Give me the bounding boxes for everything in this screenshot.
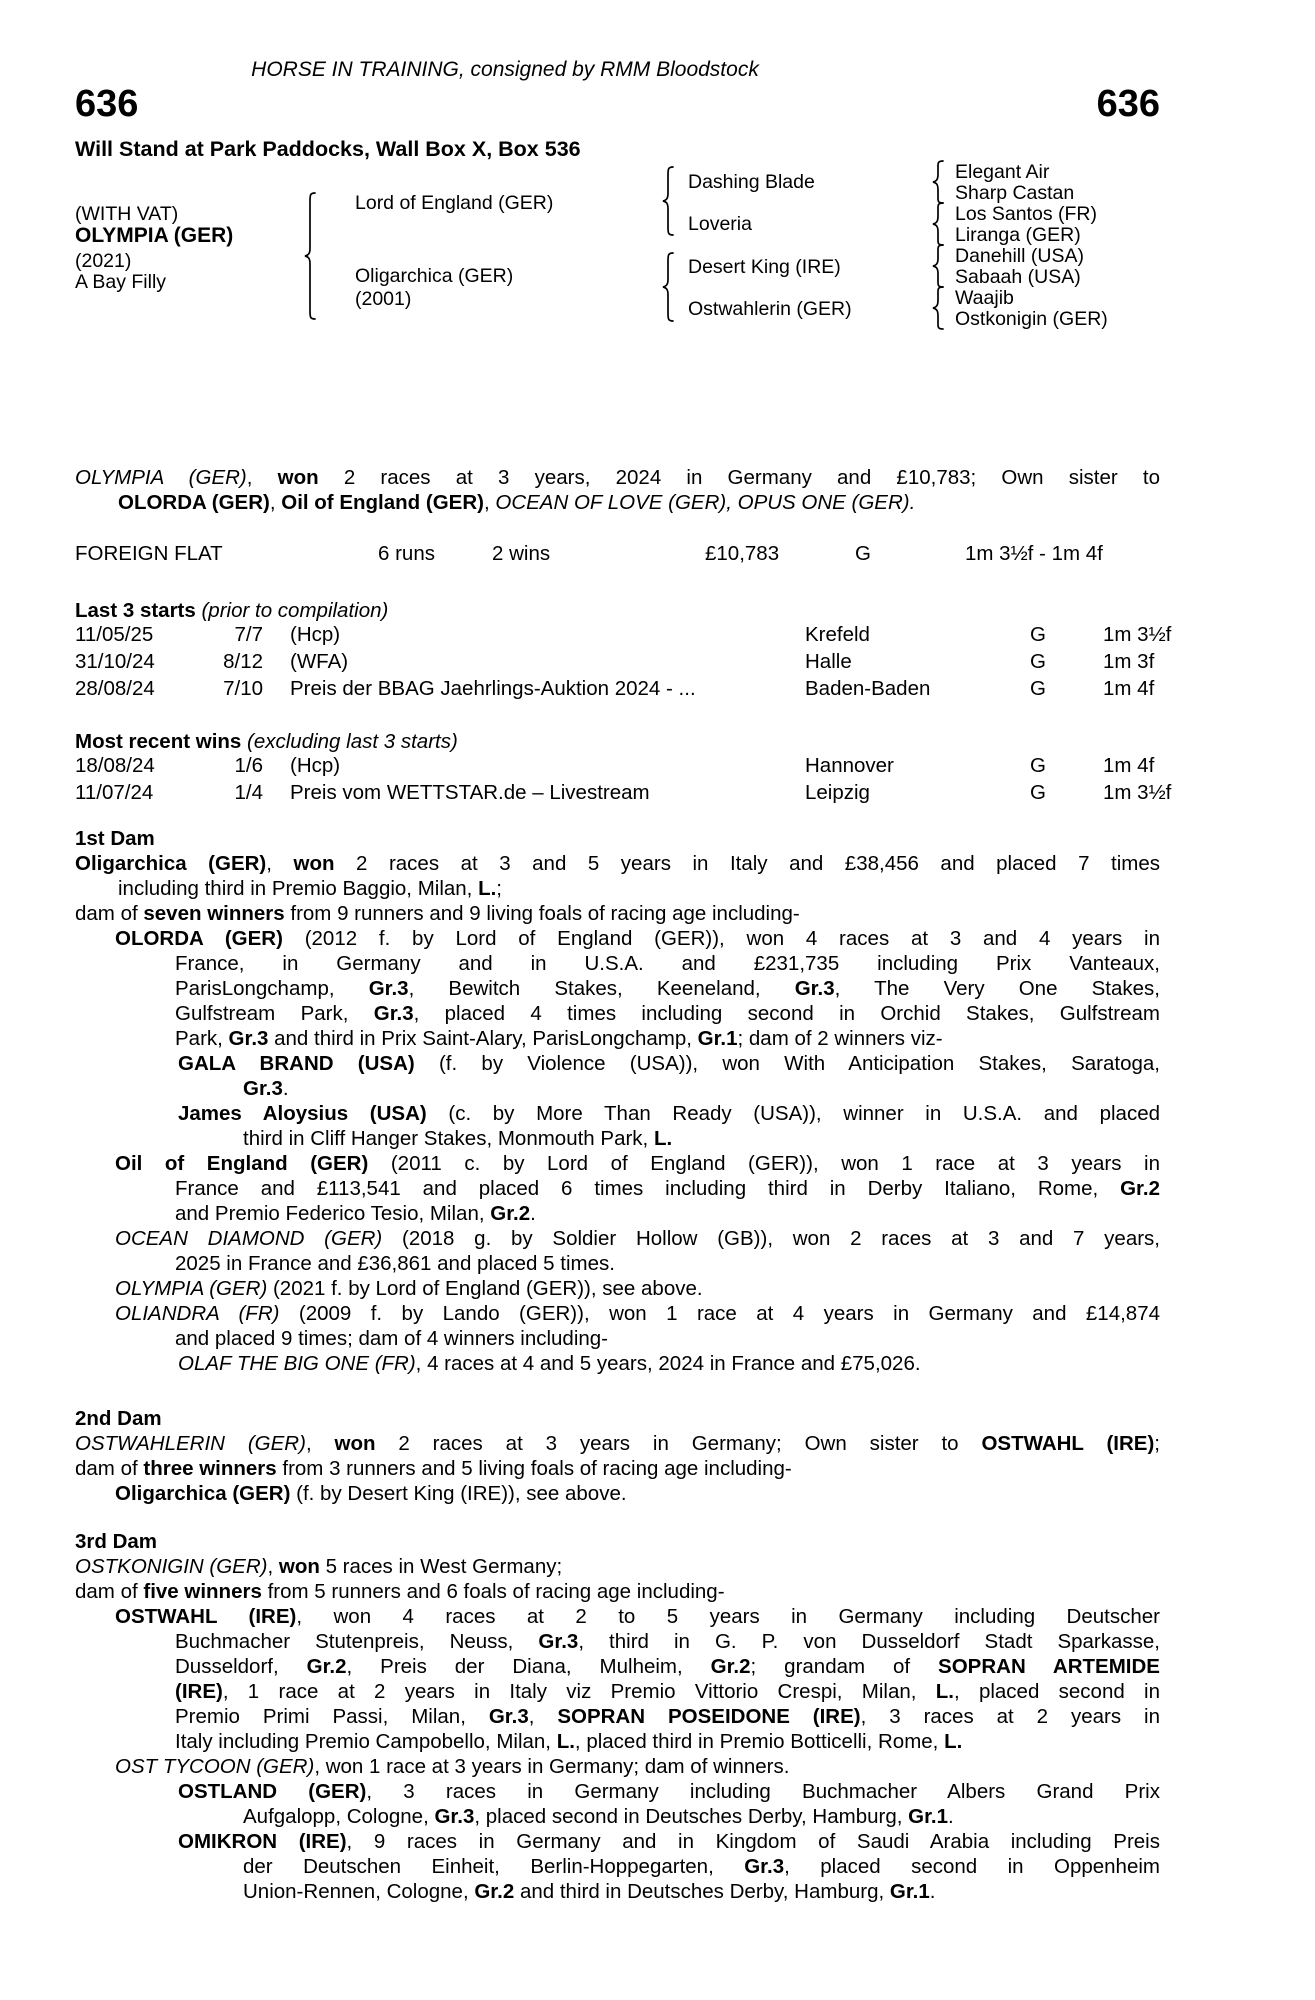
recent-wins-title: Most recent wins xyxy=(75,730,242,753)
text-segment: Premio Primi Passi, Milan, xyxy=(175,1705,489,1728)
great-grandparent-8: Ostkonigin (GER) xyxy=(955,308,1108,330)
text-segment: , xyxy=(267,1555,279,1578)
third-dam-paragraph xyxy=(75,1554,1160,1579)
text-line xyxy=(75,1679,1160,1704)
text-line xyxy=(75,1276,1160,1301)
record-wins: 2 wins xyxy=(492,542,551,565)
text-segment: Gr.2 xyxy=(474,1880,515,1903)
first-dam-paragraph xyxy=(75,851,1160,901)
text-segment: Gr.1 xyxy=(889,1880,930,1903)
produce-paragraph-ostwahl xyxy=(75,1604,1160,1754)
text-segment: , placed 4 times including second in Orchid Stakes, Gulfstream xyxy=(413,1002,1160,1025)
text-segment: , The Very One Stakes, xyxy=(834,977,1160,1000)
great-grandparent-1: Elegant Air xyxy=(955,161,1050,183)
text-line xyxy=(75,926,1160,951)
text-line xyxy=(75,1126,1160,1151)
text-segment: Dusseldorf, xyxy=(175,1655,307,1678)
grandsire-maternal: Desert King (IRE) xyxy=(688,256,841,278)
sire-name: Lord of England (GER) xyxy=(355,192,554,214)
record-distance-range: 1m 3½f - 1m 4f xyxy=(965,542,1103,565)
text-segment: OLYMPIA (GER) xyxy=(115,1277,268,1300)
text-segment: Gr.3 xyxy=(434,1805,475,1828)
text-segment: OSTLAND (GER) xyxy=(178,1780,367,1803)
race-distance: 1m 4f xyxy=(1103,677,1155,700)
dam-name: Oligarchica (GER) xyxy=(355,265,514,287)
text-segment: Gr.2 xyxy=(306,1655,347,1678)
text-segment: Gulfstream Park, xyxy=(175,1002,374,1025)
text-line xyxy=(75,1629,1160,1654)
text-segment: , Bewitch Stakes, Keeneland, xyxy=(408,977,795,1000)
pedigree-brace-level1 xyxy=(302,192,318,326)
text-line xyxy=(75,901,1160,926)
great-grandparent-3: Los Santos (FR) xyxy=(955,203,1097,225)
produce-paragraph-olorda xyxy=(75,926,1160,1051)
text-segment: Gr.3 xyxy=(368,977,409,1000)
text-segment: including third in Premio Baggio, Milan, xyxy=(118,877,479,900)
text-line xyxy=(75,1201,1160,1226)
race-going: G xyxy=(1030,677,1046,700)
text-segment: , 1 race at 2 years in Italy viz Premio Vittorio Crespi, Milan, xyxy=(222,1680,936,1703)
recent-wins-heading xyxy=(75,729,1160,754)
text-segment: , placed second in Deutsches Derby, Hamburg, xyxy=(474,1805,909,1828)
text-segment: Union-Rennen, Cologne, xyxy=(243,1880,475,1903)
race-name: Preis vom WETTSTAR.de – Livestream xyxy=(290,781,650,804)
text-segment: . xyxy=(929,1880,936,1903)
race-going: G xyxy=(1030,754,1046,777)
race-date: 11/07/24 xyxy=(75,781,154,804)
text-segment: dam of xyxy=(75,1457,144,1480)
text-segment: OLORDA (GER) xyxy=(118,491,270,514)
text-segment: won xyxy=(334,1432,376,1455)
text-segment: ; xyxy=(1154,1432,1160,1455)
text-segment: (2009 f. by Lando (GER)), won 1 race at 4 years in Germany and £14,874 xyxy=(279,1302,1160,1325)
text-segment: , 3 races in Germany including Buchmacher Albers Grand Prix xyxy=(366,1780,1160,1803)
last-start-row xyxy=(75,650,1160,677)
record-category: FOREIGN FLAT xyxy=(75,542,223,565)
dam-foal-year: (2001) xyxy=(355,288,412,310)
text-segment: from 5 runners and 6 foals of racing age including- xyxy=(261,1580,725,1603)
text-segment: Gr.3 xyxy=(744,1855,785,1878)
race-going: G xyxy=(1030,650,1046,673)
lot-number-right: 636 xyxy=(1096,83,1160,125)
text-line xyxy=(75,1779,1160,1804)
text-line xyxy=(75,1431,1160,1456)
grandsire-paternal: Dashing Blade xyxy=(688,171,815,193)
produce-paragraph-james-aloysius xyxy=(75,1101,1160,1151)
text-segment: and Premio Federico Tesio, Milan, xyxy=(175,1202,491,1225)
race-distance: 1m 3½f xyxy=(1103,781,1172,804)
text-segment: third in Cliff Hanger Stakes, Monmouth Park, xyxy=(243,1127,654,1150)
text-segment: Gr.2 xyxy=(490,1202,531,1225)
text-line xyxy=(75,1251,1160,1276)
text-segment: France and £113,541 and placed 6 times including third in Derby Italiano, Rome, xyxy=(175,1177,1121,1200)
text-segment: L. xyxy=(556,1730,575,1753)
pedigree-brace-dam xyxy=(660,252,676,328)
race-going: G xyxy=(1030,781,1046,804)
text-segment: , 3 races at 2 years in xyxy=(860,1705,1160,1728)
text-segment: L. xyxy=(935,1680,954,1703)
third-dam-heading: 3rd Dam xyxy=(75,1530,158,1553)
text-line xyxy=(75,1854,1160,1879)
text-segment: dam of xyxy=(75,1580,144,1603)
race-name: (WFA) xyxy=(290,650,349,673)
text-segment: ; grandam of xyxy=(750,1655,939,1678)
pedigree-brace-gg4 xyxy=(930,286,946,336)
text-segment: SOPRAN ARTEMIDE xyxy=(938,1655,1160,1678)
record-earnings: £10,783 xyxy=(705,542,780,565)
text-segment: L. xyxy=(944,1730,963,1753)
race-name: Preis der BBAG Jaehrlings-Auktion 2024 - ... xyxy=(290,677,696,700)
great-grandparent-6: Sabaah (USA) xyxy=(955,266,1081,288)
race-going: G xyxy=(1030,623,1046,646)
produce-paragraph-oliandra xyxy=(75,1301,1160,1351)
text-line xyxy=(75,1829,1160,1854)
text-segment: from 3 runners and 5 living foals of racing age including- xyxy=(276,1457,792,1480)
produce-paragraph-ostland xyxy=(75,1779,1160,1829)
text-segment: (IRE) xyxy=(175,1680,223,1703)
text-segment: (2018 g. by Soldier Hollow (GB)), won 2 races at 3 and 7 years, xyxy=(382,1227,1160,1250)
text-segment: Gr.3 xyxy=(373,1002,414,1025)
text-segment: OLYMPIA (GER) xyxy=(75,466,247,489)
race-distance: 1m 4f xyxy=(1103,754,1155,777)
text-line xyxy=(75,490,1160,515)
great-grandparent-4: Liranga (GER) xyxy=(955,224,1081,246)
text-segment: OSTWAHL (IRE) xyxy=(981,1432,1155,1455)
text-segment: GALA BRAND (USA) xyxy=(178,1052,415,1075)
record-runs: 6 runs xyxy=(378,542,435,565)
text-line xyxy=(75,1051,1160,1076)
text-segment: . xyxy=(530,1202,536,1225)
race-distance: 1m 3f xyxy=(1103,650,1155,673)
race-position: 1/4 xyxy=(234,781,263,804)
great-grandparent-2: Sharp Castan xyxy=(955,182,1075,204)
vat-note: (WITH VAT) xyxy=(75,203,179,225)
text-line xyxy=(75,1754,1160,1779)
produce-paragraph-oligarchica xyxy=(75,1481,1160,1506)
text-segment: , Preis der Diana, Mulheim, xyxy=(346,1655,711,1678)
text-segment: . xyxy=(948,1805,954,1828)
text-segment: OLORDA (GER) xyxy=(115,927,283,950)
text-segment: won xyxy=(293,852,335,875)
text-segment: seven winners xyxy=(143,902,285,925)
text-line xyxy=(75,1076,1160,1101)
text-segment: ParisLongchamp, xyxy=(175,977,369,1000)
text-segment: Italy including Premio Campobello, Milan, xyxy=(175,1730,557,1753)
text-segment: 2 races at 3 years in Germany; Own sister to xyxy=(375,1432,982,1455)
great-grandparent-5: Danehill (USA) xyxy=(955,245,1084,267)
text-segment: won xyxy=(277,466,319,489)
text-segment: Gr.3 xyxy=(488,1705,529,1728)
text-segment: , xyxy=(305,1432,335,1455)
text-segment: Gr.3 xyxy=(794,977,835,1000)
lot-number-left: 636 xyxy=(75,83,139,125)
recent-win-row xyxy=(75,781,1172,808)
last-start-row xyxy=(75,677,1160,704)
second-dam-heading: 2nd Dam xyxy=(75,1407,162,1430)
text-segment: , xyxy=(528,1705,558,1728)
text-segment: SOPRAN POSEIDONE (IRE) xyxy=(557,1705,861,1728)
dam-of-line xyxy=(75,901,1160,926)
text-segment: . xyxy=(282,1077,289,1100)
text-segment: Gr.1 xyxy=(697,1027,738,1050)
horse-name: OLYMPIA (GER) xyxy=(75,224,234,247)
lot-number-row xyxy=(75,84,1160,128)
text-segment: Gr.3 xyxy=(228,1027,269,1050)
text-segment: and placed 9 times; dam of 4 winners including- xyxy=(175,1327,609,1350)
produce-paragraph-omikron xyxy=(75,1829,1160,1904)
text-segment: OSTWAHL (IRE) xyxy=(115,1605,297,1628)
text-segment: 5 races in West Germany; xyxy=(319,1555,563,1578)
text-segment: Oligarchica (GER) xyxy=(75,852,267,875)
race-position: 8/12 xyxy=(223,650,263,673)
text-line xyxy=(75,851,1160,876)
text-segment: , won 4 races at 2 to 5 years in Germany including Deutscher xyxy=(296,1605,1160,1628)
text-segment: ; xyxy=(496,877,502,900)
text-segment: OCEAN DIAMOND (GER) xyxy=(115,1227,383,1250)
text-segment: James Aloysius (USA) xyxy=(178,1102,427,1125)
text-segment: dam of xyxy=(75,902,144,925)
text-line xyxy=(75,1579,1160,1604)
race-position: 7/10 xyxy=(223,677,263,700)
text-segment: Buchmacher Stutenpreis, Neuss, xyxy=(175,1630,539,1653)
race-date: 31/10/24 xyxy=(75,650,155,673)
race-course: Halle xyxy=(805,650,852,673)
text-segment: OCEAN OF LOVE (GER), OPUS ONE (GER). xyxy=(495,491,916,514)
text-segment: (c. by More Than Ready (USA)), winner in U.S.A. and placed xyxy=(426,1102,1161,1125)
text-segment: 2025 in France and £36,861 and placed 5 times. xyxy=(175,1252,615,1275)
text-segment: OLIANDRA (FR) xyxy=(115,1302,280,1325)
text-line xyxy=(75,1554,1160,1579)
horse-description: A Bay Filly xyxy=(75,271,167,293)
recent-wins-subtitle: (excluding last 3 starts) xyxy=(247,730,458,753)
text-segment: , xyxy=(269,491,282,514)
text-segment: from 9 runners and 9 living foals of racing age including- xyxy=(284,902,800,925)
granddam-maternal: Ostwahlerin (GER) xyxy=(688,298,852,320)
pedigree-tree xyxy=(75,160,1160,335)
text-segment: OLAF THE BIG ONE (FR) xyxy=(178,1352,416,1375)
text-line xyxy=(75,1804,1160,1829)
text-segment: der Deutschen Einheit, Berlin-Hoppegarten, xyxy=(243,1855,745,1878)
produce-paragraph-ocean-diamond xyxy=(75,1226,1160,1276)
text-segment: Gr.2 xyxy=(710,1655,751,1678)
second-dam-paragraph xyxy=(75,1431,1160,1456)
race-summary-paragraph xyxy=(75,465,1160,515)
text-segment: OMIKRON (IRE) xyxy=(178,1830,347,1853)
text-segment: Oligarchica (GER) xyxy=(115,1482,291,1505)
text-line xyxy=(75,1301,1160,1326)
text-line xyxy=(75,1456,1160,1481)
text-segment: five winners xyxy=(143,1580,262,1603)
recent-win-row xyxy=(75,754,1160,781)
last-starts-subtitle: (prior to compilation) xyxy=(201,599,389,622)
text-line xyxy=(75,951,1160,976)
race-date: 11/05/25 xyxy=(75,623,154,646)
text-segment: OST TYCOON (GER) xyxy=(115,1755,315,1778)
text-segment: L. xyxy=(653,1127,673,1150)
text-segment: 2 races at 3 and 5 years in Italy and £38,456 and placed 7 times xyxy=(334,852,1160,875)
granddam-paternal: Loveria xyxy=(688,213,752,235)
text-segment: (2011 c. by Lord of England (GER)), won 1 race at 3 years in xyxy=(368,1152,1160,1175)
catalog-header: HORSE IN TRAINING, consigned by RMM Bloodstock xyxy=(251,58,759,81)
race-course: Baden-Baden xyxy=(805,677,931,700)
race-course: Leipzig xyxy=(805,781,870,804)
text-line xyxy=(75,1101,1160,1126)
text-line xyxy=(75,1351,1160,1376)
text-line xyxy=(75,1654,1160,1679)
race-name: (Hcp) xyxy=(290,754,341,777)
race-position: 1/6 xyxy=(234,754,263,777)
first-dam-heading: 1st Dam xyxy=(75,827,155,850)
text-segment: (f. by Violence (USA)), won With Anticipation Stakes, Saratoga, xyxy=(414,1052,1160,1075)
race-date: 28/08/24 xyxy=(75,677,155,700)
text-line xyxy=(75,1729,1160,1754)
text-line xyxy=(75,976,1160,1001)
text-segment: three winners xyxy=(143,1457,277,1480)
produce-paragraph-oil-of-england xyxy=(75,1151,1160,1226)
produce-paragraph-olympia xyxy=(75,1276,1160,1301)
text-segment: , xyxy=(483,491,496,514)
text-segment: L. xyxy=(478,877,497,900)
great-grandparent-7: Waajib xyxy=(955,287,1014,309)
race-name: (Hcp) xyxy=(290,623,341,646)
text-line xyxy=(75,1879,1160,1904)
text-segment: , xyxy=(246,466,278,489)
record-summary-row xyxy=(75,542,1160,568)
text-segment: , placed second in Oppenheim xyxy=(784,1855,1160,1878)
text-segment: Gr.2 xyxy=(1120,1177,1160,1200)
text-segment: Oil of England (GER) xyxy=(281,491,484,514)
text-segment: Park, xyxy=(175,1027,229,1050)
race-date: 18/08/24 xyxy=(75,754,155,777)
text-segment: (2021 f. by Lord of England (GER)), see above. xyxy=(267,1277,703,1300)
text-line xyxy=(75,1176,1160,1201)
text-segment: (2012 f. by Lord of England (GER)), won 4 races at 3 and 4 years in xyxy=(282,927,1160,950)
text-segment: , won 1 race at 3 years in Germany; dam of winners. xyxy=(314,1755,790,1778)
text-segment: France, in Germany and in U.S.A. and £231,735 including Prix Vanteaux, xyxy=(175,952,1160,975)
text-line xyxy=(75,1326,1160,1351)
produce-paragraph-gala-brand xyxy=(75,1051,1160,1101)
text-line xyxy=(75,1026,1160,1051)
text-segment: Gr.3 xyxy=(538,1630,579,1653)
text-line xyxy=(75,1151,1160,1176)
text-segment: , xyxy=(266,852,294,875)
text-segment: and third in Prix Saint-Alary, ParisLongchamp, xyxy=(268,1027,698,1050)
race-course: Hannover xyxy=(805,754,894,777)
text-segment: Oil of England (GER) xyxy=(115,1152,369,1175)
text-line xyxy=(75,1001,1160,1026)
dam-of-line xyxy=(75,1579,1160,1604)
text-segment: , placed third in Premio Botticelli, Rome, xyxy=(574,1730,945,1753)
text-segment: (f. by Desert King (IRE)), see above. xyxy=(290,1482,627,1505)
last-start-row xyxy=(75,623,1172,650)
dam-of-line xyxy=(75,1456,1160,1481)
race-course: Krefeld xyxy=(805,623,870,646)
text-line xyxy=(75,1481,1160,1506)
produce-paragraph-ost-tycoon xyxy=(75,1754,1160,1779)
text-segment: , third in G. P. von Dusseldorf Stadt Sparkasse, xyxy=(578,1630,1161,1653)
race-position: 7/7 xyxy=(234,623,263,646)
text-segment: and third in Deutsches Derby, Hamburg, xyxy=(514,1880,890,1903)
record-going: G xyxy=(855,542,871,565)
text-segment: OSTWAHLERIN (GER) xyxy=(75,1432,306,1455)
last-starts-heading xyxy=(75,598,1160,623)
text-line xyxy=(75,465,1160,490)
text-line xyxy=(75,1604,1160,1629)
text-segment: Gr.3 xyxy=(243,1077,283,1100)
text-segment: , placed second in xyxy=(953,1680,1160,1703)
text-line xyxy=(75,1226,1160,1251)
text-line xyxy=(75,1704,1160,1729)
text-segment: won xyxy=(278,1555,320,1578)
text-segment: , 9 races in Germany and in Kingdom of Saudi Arabia including Preis xyxy=(346,1830,1160,1853)
text-line xyxy=(75,876,1160,901)
text-segment: , 4 races at 4 and 5 years, 2024 in France and £75,026. xyxy=(415,1352,921,1375)
horse-foal-year: (2021) xyxy=(75,250,132,272)
text-segment: Gr.1 xyxy=(908,1805,949,1828)
last-starts-title: Last 3 starts xyxy=(75,599,196,622)
text-segment: ; dam of 2 winners viz- xyxy=(737,1027,943,1050)
produce-paragraph-olaf xyxy=(75,1351,1160,1376)
text-segment: Aufgalopp, Cologne, xyxy=(243,1805,435,1828)
race-distance: 1m 3½f xyxy=(1103,623,1172,646)
page-content xyxy=(75,0,1172,1904)
text-segment: 2 races at 3 years, 2024 in Germany and £10,783; Own sister to xyxy=(318,466,1160,489)
stand-location-heading: Will Stand at Park Paddocks, Wall Box X, Box 536 xyxy=(75,137,581,161)
pedigree-brace-sire xyxy=(660,166,676,242)
text-segment: OSTKONIGIN (GER) xyxy=(75,1555,268,1578)
